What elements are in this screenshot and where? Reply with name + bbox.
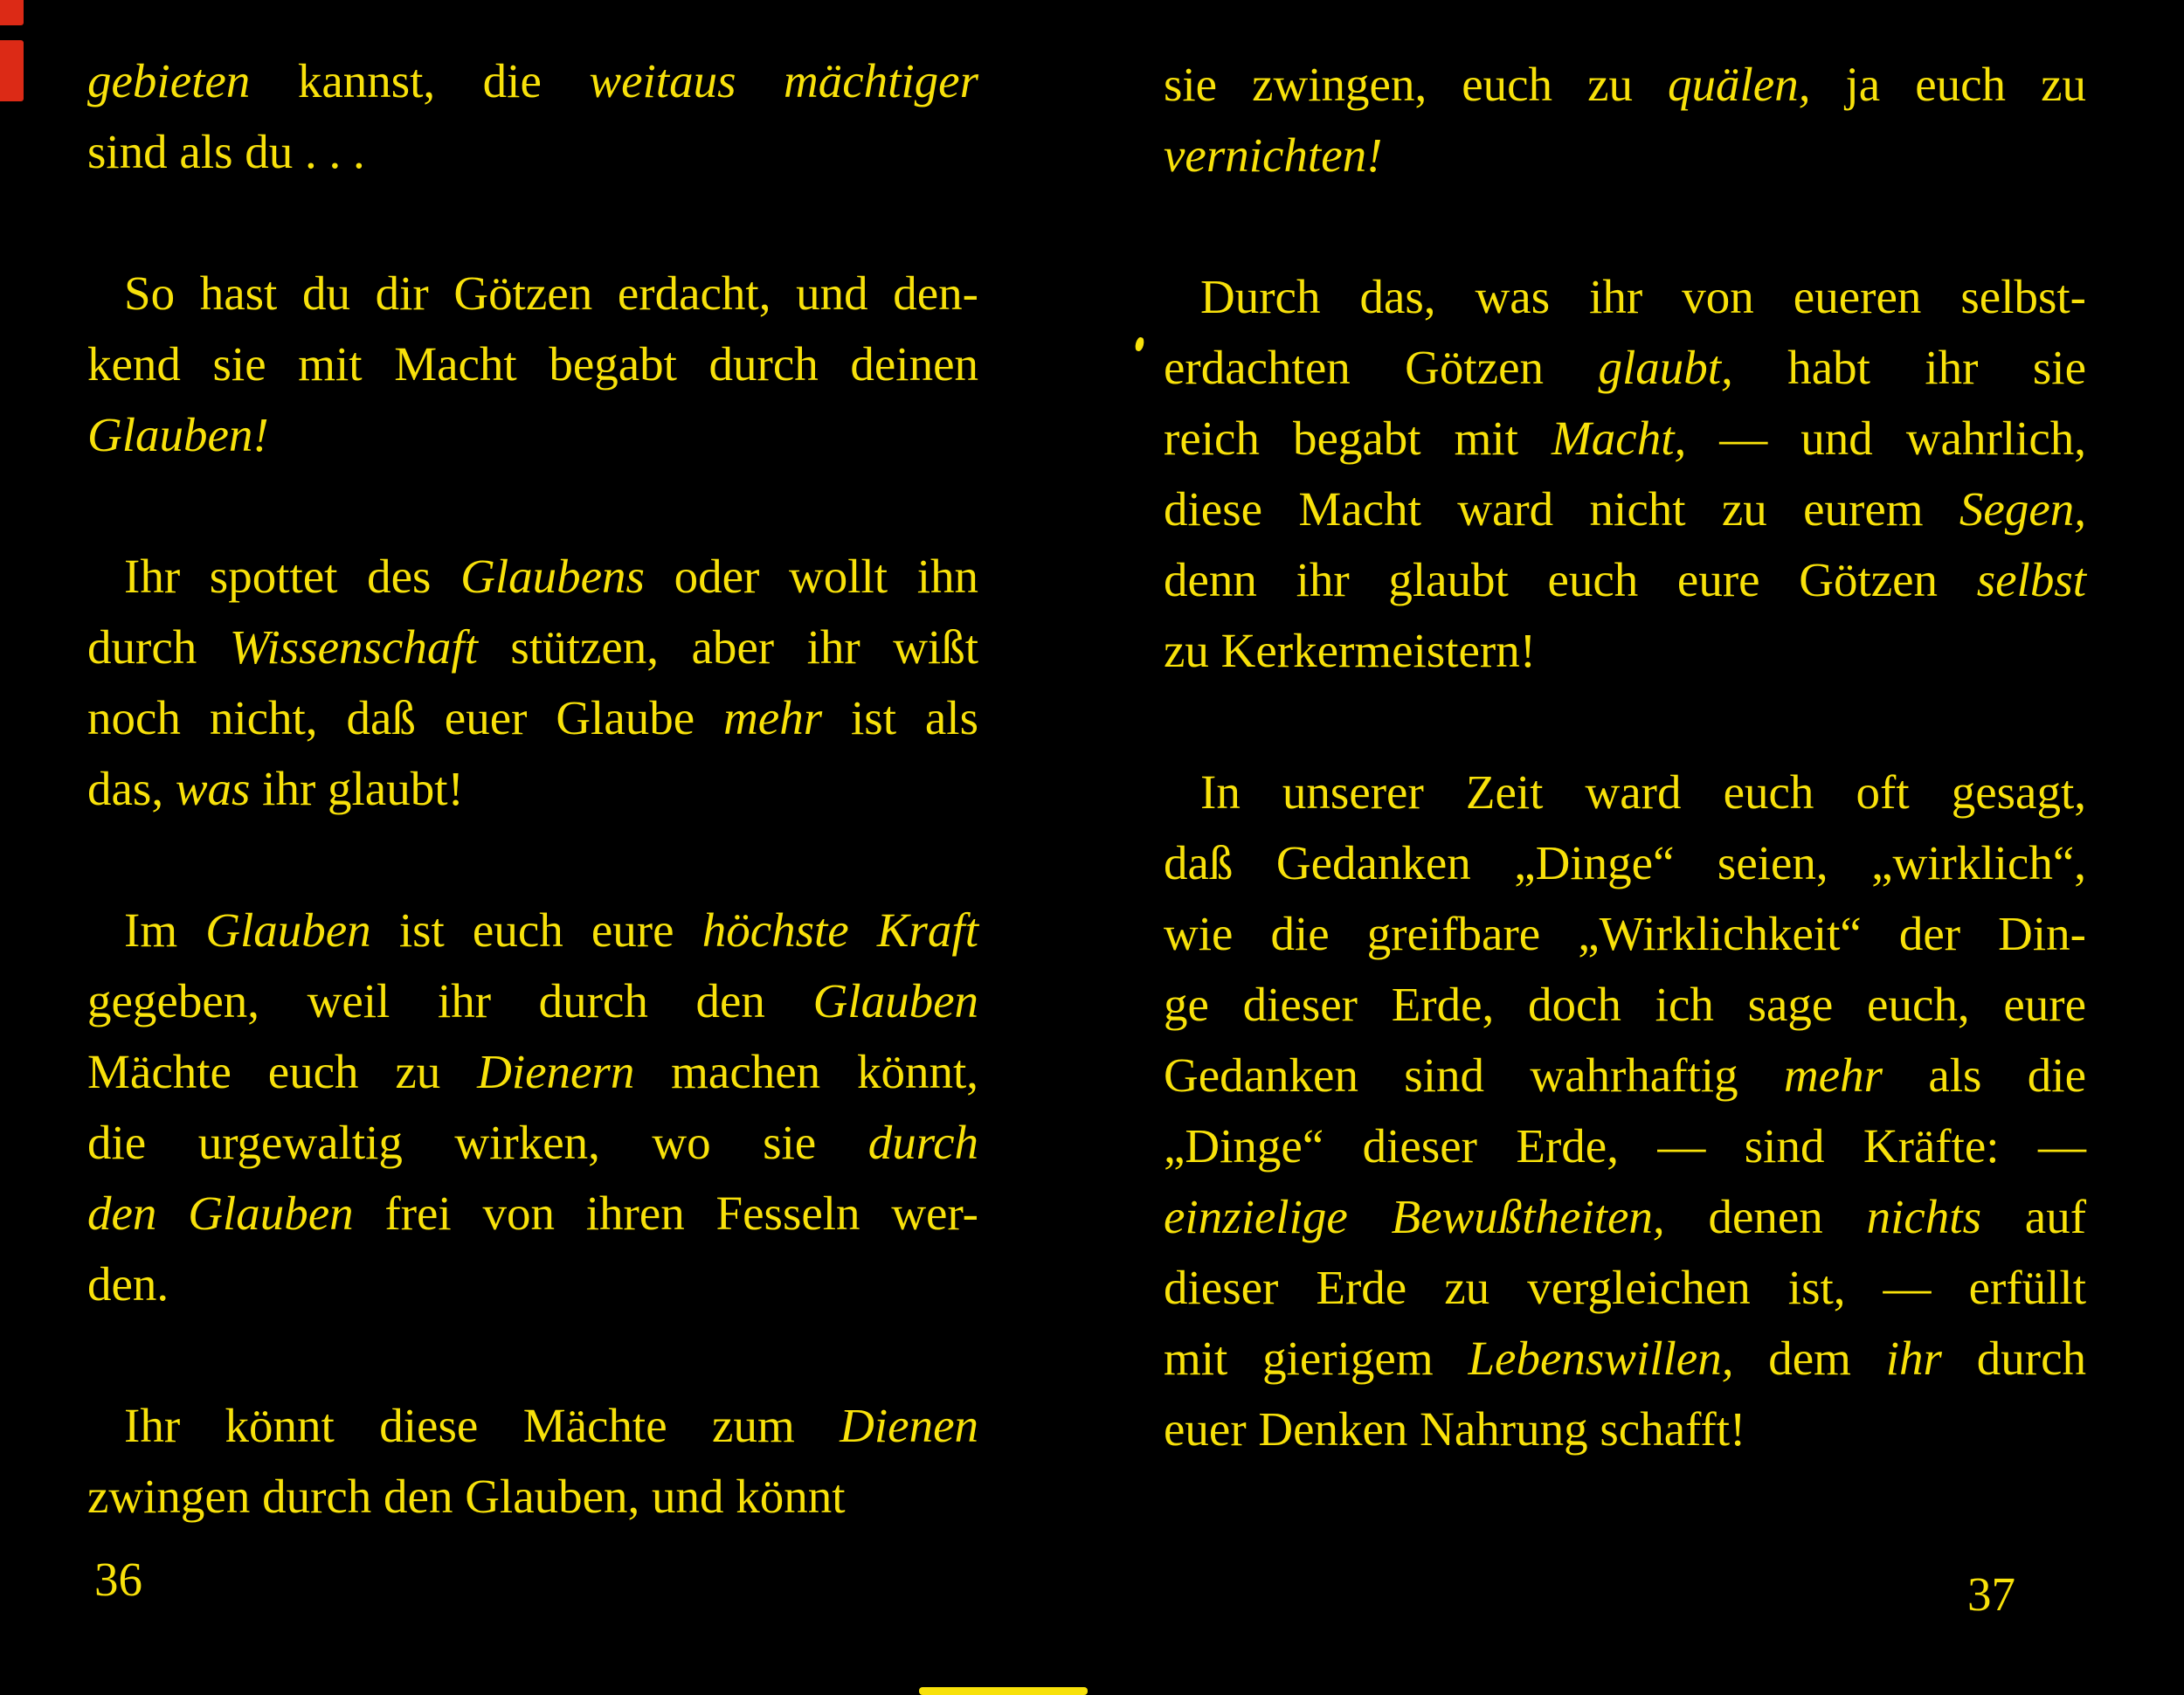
stray-ink-dot: [1134, 336, 1145, 352]
text-line: [1164, 1394, 2086, 1464]
text-line: [1164, 1252, 2086, 1323]
text-segment: durch: [1941, 1332, 2086, 1385]
text-segment: ist als: [822, 691, 978, 744]
paragraph: [87, 541, 978, 824]
text-segment: stützen, aber ihr wißt: [477, 620, 978, 674]
text-segment: — und wahrlich,: [1686, 412, 2086, 465]
italic-text-segment: Lebenswillen,: [1468, 1332, 1734, 1385]
text-line: [87, 965, 978, 1036]
text-line: [87, 612, 978, 682]
text-segment: ja euch zu: [1810, 58, 2086, 111]
text-segment: ihr glaubt!: [250, 762, 464, 815]
text-line: [87, 895, 978, 965]
text-segment: Ihr spottet des: [124, 550, 461, 603]
text-segment: So hast du dir Götzen erdacht, und den-: [124, 266, 978, 320]
italic-text-segment: nichts: [1866, 1190, 1981, 1243]
text-line: [87, 258, 978, 329]
text-segment: Gedanken sind wahrhaftig: [1164, 1048, 1784, 1102]
text-segment: oder wollt ihn: [644, 550, 978, 603]
text-segment: In unserer Zeit ward euch oft gesagt,: [1200, 765, 2086, 819]
text-segment: als die: [1883, 1048, 2087, 1102]
text-line: [1164, 969, 2086, 1040]
text-segment: mit gierigem: [1164, 1332, 1469, 1385]
text-segment: erdachten Götzen: [1164, 341, 1599, 394]
text-line: [87, 1390, 978, 1461]
text-segment: kend sie mit Macht begabt durch deinen: [87, 337, 978, 391]
text-segment: denen: [1664, 1190, 1867, 1243]
text-segment: denn ihr glaubt euch eure Götzen: [1164, 553, 1977, 606]
italic-text-segment: Glaubens: [460, 550, 645, 603]
text-segment: euer Denken Nahrung schafft!: [1164, 1402, 1746, 1456]
text-segment: auf: [1980, 1190, 2087, 1243]
text-line: [87, 753, 978, 824]
scan-edge-yellow-dash: [919, 1687, 1088, 1695]
text-line: [87, 541, 978, 612]
text-line: [1164, 615, 2086, 686]
text-line: [1164, 827, 2086, 898]
paragraph: [87, 895, 978, 1319]
scan-edge-red-mark-top: [0, 0, 24, 25]
italic-text-segment: was: [175, 762, 251, 815]
italic-text-segment: einzielige Bewußtheiten,: [1164, 1190, 1665, 1243]
paragraph: [1164, 757, 2086, 1464]
text-segment: diese Macht ward nicht zu eurem: [1164, 482, 1959, 536]
italic-text-segment: selbst: [1976, 553, 2086, 606]
italic-text-segment: Dienern: [477, 1045, 635, 1098]
text-segment: wie die greifbare „Wirklichkeit“ der Din-: [1164, 907, 2086, 960]
text-line: [87, 116, 978, 187]
text-segment: durch: [87, 620, 230, 674]
text-segment: ge dieser Erde, doch ich sage euch, eure: [1164, 978, 2086, 1031]
italic-text-segment: Glauben: [205, 903, 371, 957]
text-segment: Durch das, was ihr von eueren selbst-: [1200, 270, 2086, 323]
text-segment: reich begabt mit: [1164, 412, 1552, 465]
paragraph: [87, 45, 978, 187]
text-segment: machen könnt,: [634, 1045, 978, 1098]
text-segment: Im: [124, 903, 206, 957]
page-number-left: 36: [94, 1553, 142, 1606]
page-number-right: 37: [1967, 1567, 2015, 1621]
text-segment: kannst, die: [250, 54, 590, 107]
text-line: [87, 1461, 978, 1532]
text-segment: dem: [1733, 1332, 1886, 1385]
text-line: [87, 1178, 978, 1249]
paragraph: [1164, 261, 2086, 686]
text-line: [1164, 1040, 2086, 1110]
page-right-text-block: [1164, 49, 2086, 1464]
italic-text-segment: mehr: [723, 691, 823, 744]
italic-text-segment: glaubt,: [1598, 341, 1733, 394]
text-line: [87, 1249, 978, 1319]
italic-text-segment: Glauben!: [87, 408, 269, 461]
italic-text-segment: den Glauben: [87, 1186, 354, 1240]
text-segment: daß Gedanken „Dinge“ seien, „wirklich“,: [1164, 836, 2086, 889]
text-segment: frei von ihren Fesseln wer-: [353, 1186, 978, 1240]
text-line: [1164, 898, 2086, 969]
italic-text-segment: mehr: [1783, 1048, 1883, 1102]
italic-text-segment: durch: [867, 1116, 978, 1169]
text-segment: die urgewaltig wirken, wo sie: [87, 1116, 868, 1169]
text-line: [87, 329, 978, 399]
italic-text-segment: Wissenschaft: [229, 620, 478, 674]
text-line: [87, 399, 978, 470]
paragraph: [87, 258, 978, 470]
text-segment: „Dinge“ dieser Erde, — sind Kräfte: —: [1164, 1119, 2086, 1173]
italic-text-segment: Macht,: [1551, 412, 1687, 465]
text-line: [1164, 757, 2086, 827]
text-segment: Ihr könnt diese Mächte zum: [124, 1399, 840, 1452]
text-segment: das,: [87, 762, 176, 815]
text-line: [1164, 332, 2086, 403]
italic-text-segment: Segen,: [1959, 482, 2086, 536]
italic-text-segment: gebieten: [87, 54, 251, 107]
text-segment: Mächte euch zu: [87, 1045, 478, 1098]
italic-text-segment: vernichten!: [1164, 128, 1383, 182]
text-segment: sie zwingen, euch zu: [1164, 58, 1669, 111]
scan-edge-red-mark-lower: [0, 40, 24, 101]
text-line: [1164, 1323, 2086, 1394]
page-left-text-block: [87, 45, 978, 1532]
text-line: [1164, 261, 2086, 332]
text-line: [1164, 1181, 2086, 1252]
paragraph: [87, 1390, 978, 1532]
italic-text-segment: Glauben: [812, 974, 978, 1027]
text-segment: gegeben, weil ihr durch den: [87, 974, 813, 1027]
text-segment: den.: [87, 1257, 169, 1311]
text-segment: ist euch eure: [370, 903, 702, 957]
text-segment: zwingen durch den Glauben, und könnt: [87, 1470, 846, 1523]
text-line: [87, 1107, 978, 1178]
italic-text-segment: höchste Kraft: [702, 903, 978, 957]
italic-text-segment: ihr: [1885, 1332, 1942, 1385]
text-line: [1164, 474, 2086, 544]
italic-text-segment: weitaus mächtiger: [589, 54, 978, 107]
italic-text-segment: Dienen: [840, 1399, 978, 1452]
text-segment: habt ihr sie: [1732, 341, 2086, 394]
text-line: [1164, 403, 2086, 474]
text-segment: sind als du . . .: [87, 125, 365, 178]
paragraph: [1164, 49, 2086, 190]
text-segment: noch nicht, daß euer Glaube: [87, 691, 724, 744]
text-line: [87, 1036, 978, 1107]
text-line: [1164, 49, 2086, 120]
text-line: [1164, 1110, 2086, 1181]
text-line: [1164, 544, 2086, 615]
text-segment: dieser Erde zu vergleichen ist, — erfüllt: [1164, 1261, 2086, 1314]
text-segment: zu Kerkermeistern!: [1164, 624, 1537, 677]
text-line: [87, 682, 978, 753]
text-line: [1164, 120, 2086, 190]
text-line: [87, 45, 978, 116]
italic-text-segment: quälen,: [1668, 58, 1811, 111]
